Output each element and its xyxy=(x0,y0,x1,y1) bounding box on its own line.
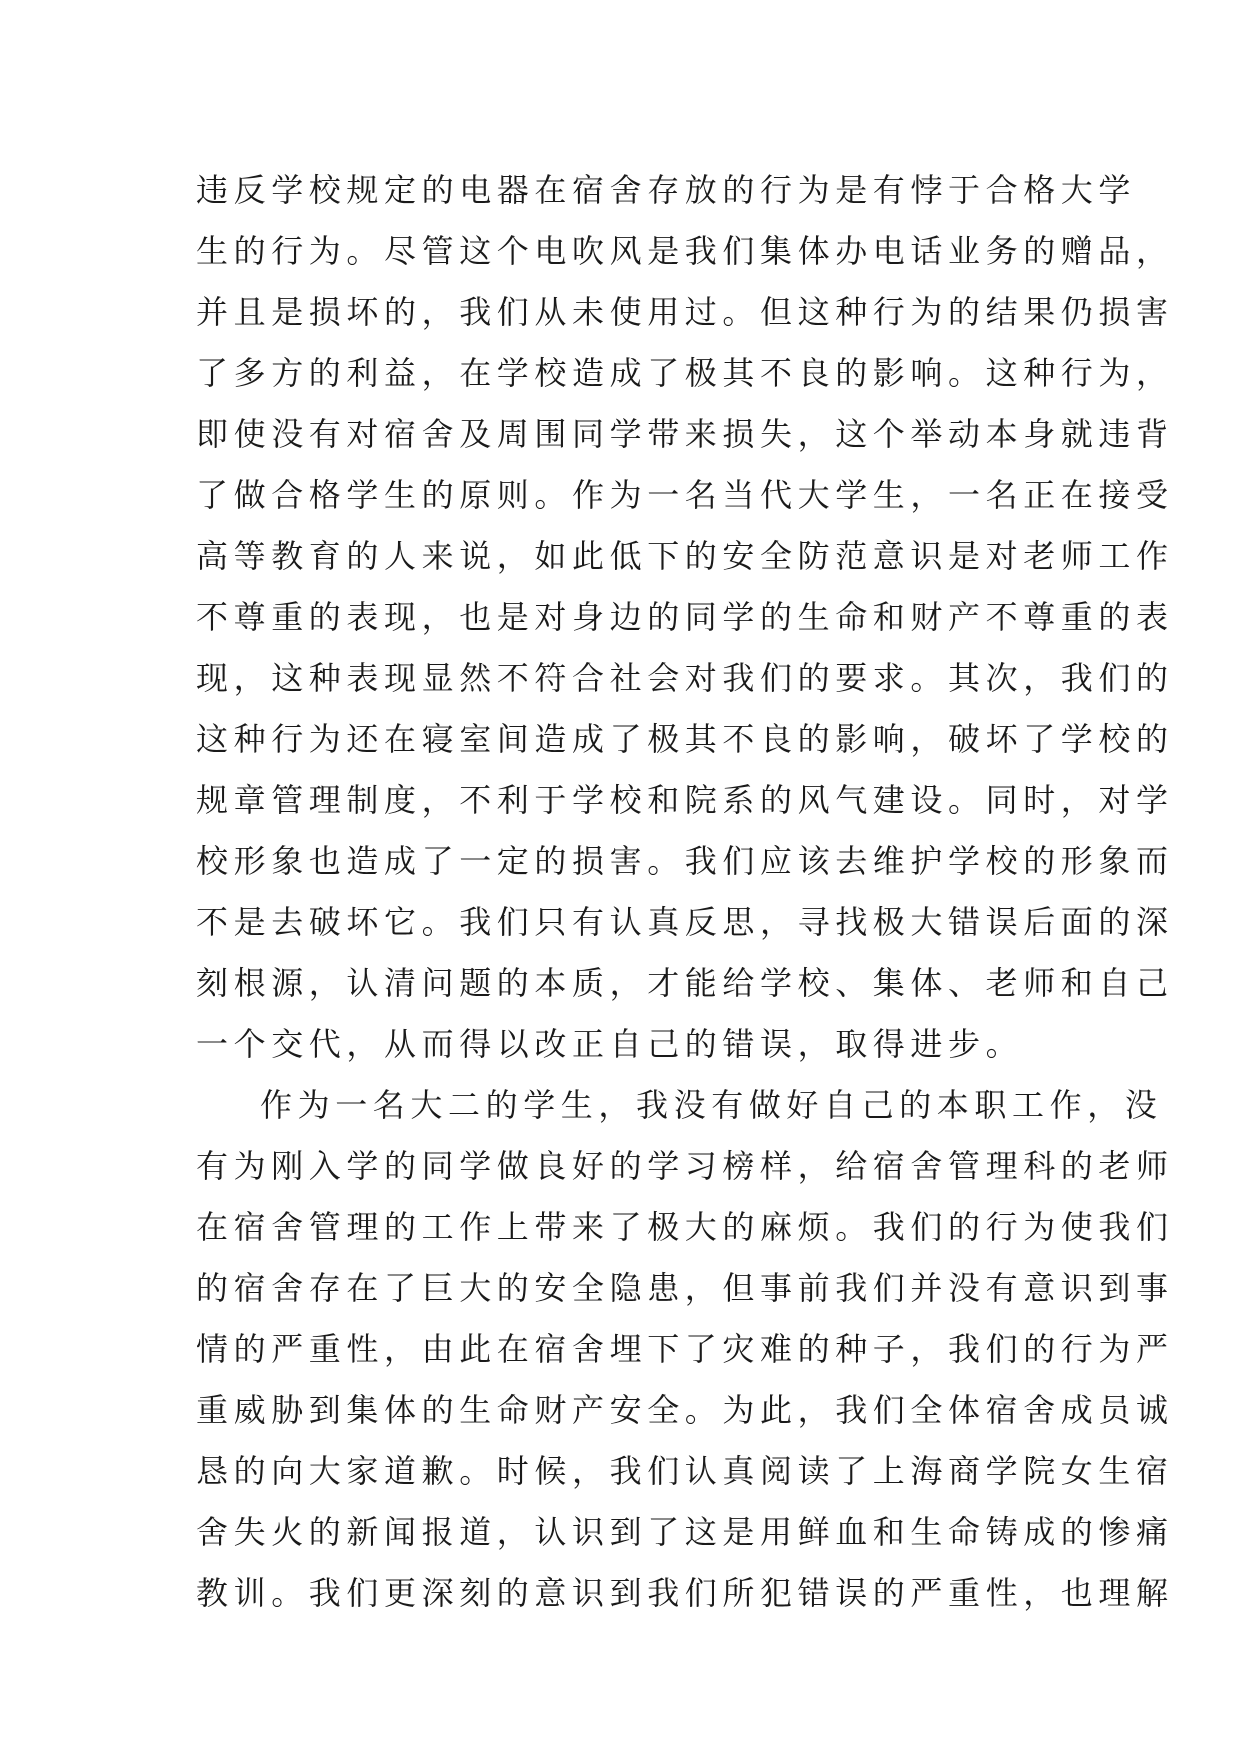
text-line: 的宿舍存在了巨大的安全隐患，但事前我们并没有意识到事 xyxy=(196,1269,1174,1307)
text-line: 刻根源，认清问题的本质，才能给学校、集体、老师和自己 xyxy=(196,964,1174,1002)
text-line: 舍失火的新闻报道，认识到了这是用鲜血和生命铸成的惨痛 xyxy=(196,1513,1174,1551)
text-line: 这种行为还在寝室间造成了极其不良的影响，破坏了学校的 xyxy=(196,720,1174,758)
text-line: 并且是损坏的，我们从未使用过。但这种行为的结果仍损害 xyxy=(196,293,1174,331)
paragraph-1 xyxy=(196,160,1174,1075)
text-line: 不是去破坏它。我们只有认真反思，寻找极大错误后面的深 xyxy=(196,903,1174,941)
text-line: 了做合格学生的原则。作为一名当代大学生，一名正在接受 xyxy=(196,476,1174,514)
text-line: 校形象也造成了一定的损害。我们应该去维护学校的形象而 xyxy=(196,842,1174,880)
text-line: 不尊重的表现，也是对身边的同学的生命和财产不尊重的表 xyxy=(196,598,1174,636)
text-line: 即使没有对宿舍及周围同学带来损失，这个举动本身就违背 xyxy=(196,415,1174,453)
text-line: 有为刚入学的同学做良好的学习榜样，给宿舍管理科的老师 xyxy=(196,1147,1174,1185)
text-line: 在宿舍管理的工作上带来了极大的麻烦。我们的行为使我们 xyxy=(196,1208,1174,1246)
paragraph-2 xyxy=(196,1075,1174,1624)
text-line: 作为一名大二的学生，我没有做好自己的本职工作，没 xyxy=(260,1086,1163,1124)
text-line: 规章管理制度，不利于学校和院系的风气建设。同时，对学 xyxy=(196,781,1174,819)
text-line: 一个交代，从而得以改正自己的错误，取得进步。 xyxy=(196,1025,1024,1063)
text-line: 重威胁到集体的生命财产安全。为此，我们全体宿舍成员诚 xyxy=(196,1391,1174,1429)
text-line: 现，这种表现显然不符合社会对我们的要求。其次，我们的 xyxy=(196,659,1174,697)
text-line: 了多方的利益，在学校造成了极其不良的影响。这种行为， xyxy=(196,354,1174,392)
text-line: 生的行为。尽管这个电吹风是我们集体办电话业务的赠品， xyxy=(196,232,1174,270)
body-text xyxy=(196,160,1174,1624)
text-line: 情的严重性，由此在宿舍埋下了灾难的种子，我们的行为严 xyxy=(196,1330,1174,1368)
text-line: 教训。我们更深刻的意识到我们所犯错误的严重性，也理解 xyxy=(196,1574,1174,1612)
text-line: 恳的向大家道歉。时候，我们认真阅读了上海商学院女生宿 xyxy=(196,1452,1174,1490)
text-line: 违反学校规定的电器在宿舍存放的行为是有悖于合格大学 xyxy=(196,171,1137,209)
text-line: 高等教育的人来说，如此低下的安全防范意识是对老师工作 xyxy=(196,537,1174,575)
